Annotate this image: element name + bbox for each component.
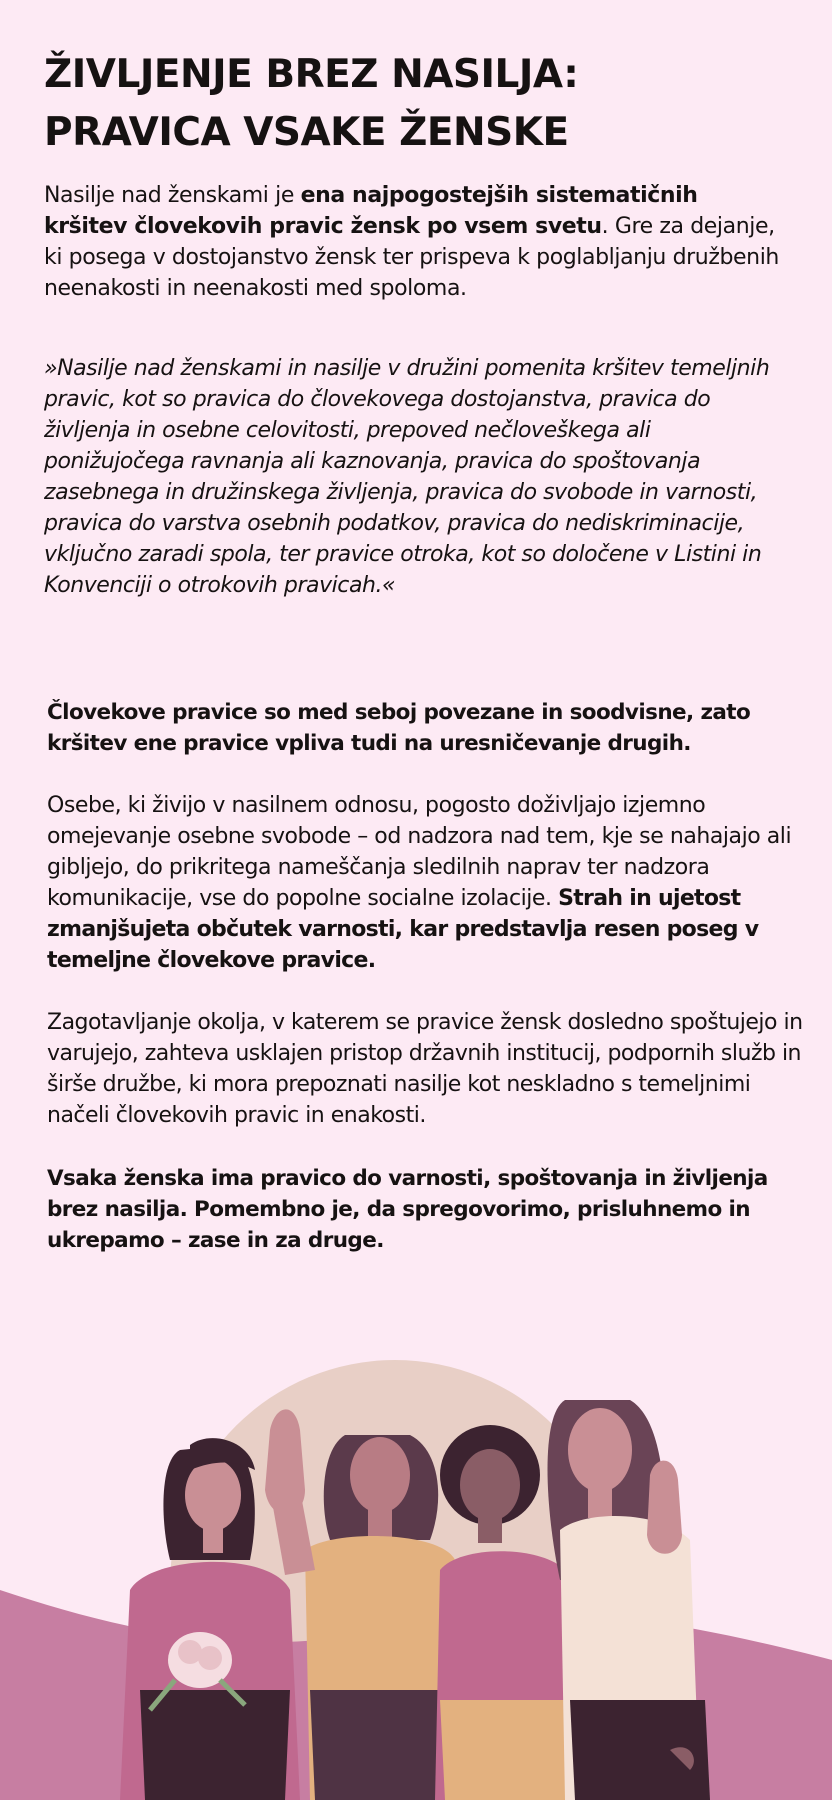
intro-text-2: . Gre za dejanje, ki posega v dostojanstvo žensk ter prispeva k poglabljanju družbenih neenakosti in neenakosti med spoloma. [44, 214, 779, 301]
intro-bold: ena najpogostejših sistematičnih kršitev človekovih pravic žensk po vsem svetu [44, 183, 698, 239]
intro-paragraph [44, 180, 784, 304]
paragraph-2-bold: Strah in ujetost zmanjšujeta občutek varnosti, kar predstavlja resen poseg v temeljne človekove pravice. [47, 886, 759, 973]
intro-text-1: Nasilje nad ženskami je [44, 183, 301, 208]
closing-statement: Vsaka ženska ima pravico do varnosti, spoštovanja in življenja brez nasilja. Pomembno je, da spregovorimo, prisluhnemo in ukrepamo – zase in za druge. [47, 1166, 768, 1253]
women-illustration [0, 1360, 832, 1800]
quote-paragraph: »Nasilje nad ženskami in nasilje v družini pomenita kršitev temeljnih pravic, kot so pravica do človekovega dostojanstva, pravica do življenja in osebne celovitosti, prepoved nečloveškega ali ponižujočega ravnanja ali kaznovanja, pravica do spoštovanja zasebnega in družinskega življenja, pravica do svobode in varnosti, pravica do varstva osebnih podatkov, pravica do nediskriminacije, vključno zaradi spola, ter pravice otroka, kot so določene v Listini in Konvenciji o otrokovih pravicah.« [44, 356, 770, 598]
paragraph-2-text: Osebe, ki živijo v nasilnem odnosu, pogosto doživljajo izjemno omejevanje osebne svobode – od nadzora nad tem, kje se nahajajo ali gibljejo, do prikritega nameščanja sledilnih naprav ter nadzora komunikacije, vse do popolne socialne izolacije. [47, 793, 792, 911]
paragraph-3: Zagotavljanje okolja, v katerem se pravice žensk dosledno spoštujejo in varujejo, zahteva usklajen pristop državnih institucij, podpornih služb in širše družbe, ki mora prepoznati nasilje kot neskladno s temeljnimi načeli človekovih pravic in enakosti. [47, 1010, 803, 1128]
bold-statement: Človekove pravice so med seboj povezane in soodvisne, zato kršitev ene pravice vpliva tudi na uresničevanje drugih. [47, 700, 751, 756]
title-line-1: ŽIVLJENJE BREZ NASILJA: [44, 52, 579, 97]
woman-4-figure [548, 1400, 711, 1800]
title-line-2: PRAVICA VSAKE ŽENSKE [44, 110, 569, 155]
page-title [44, 46, 794, 162]
paragraph-2 [47, 790, 807, 976]
